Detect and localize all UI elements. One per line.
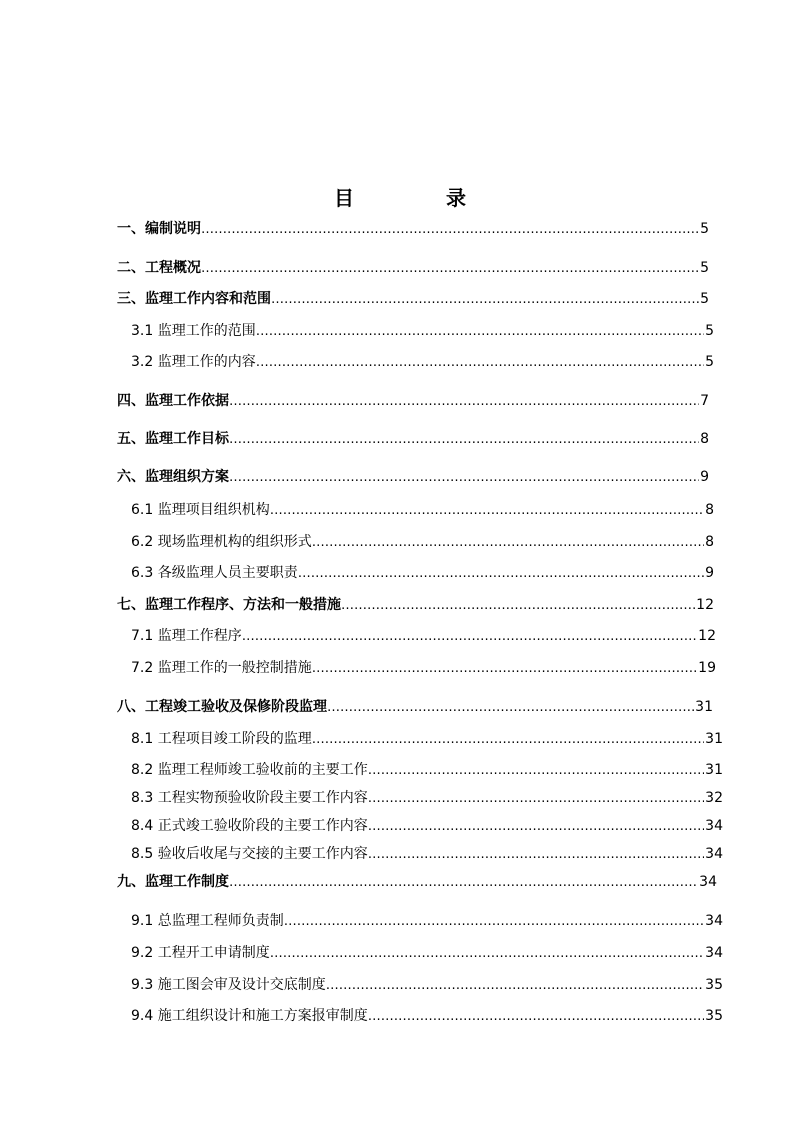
toc-entry-2[interactable] [117,258,709,278]
toc-entry-page: 34 [705,846,723,862]
toc-entry-page: 34 [699,874,717,890]
page-title: 目 录 [334,186,502,210]
toc-entry-label: 一、编制说明 [117,221,201,237]
toc-entry-8-3[interactable] [131,788,723,808]
toc-leader [229,468,699,488]
toc-entry-8-5[interactable] [131,844,723,864]
toc-entry-3-2[interactable] [131,352,714,372]
toc-entry-page: 34 [705,913,723,929]
toc-entry-label: 8.4 正式竣工验收阶段的主要工作内容 [131,818,368,834]
toc-entry-label: 8.1 工程项目竣工阶段的监理 [131,731,312,747]
toc-leader [326,976,704,996]
toc-leader [229,430,699,450]
toc-leader [201,259,699,279]
toc-entry-label: 七、监理工作程序、方法和一般措施 [117,597,341,613]
toc-entry-page: 34 [705,818,723,834]
toc-leader [256,353,704,373]
toc-leader [298,564,704,584]
toc-entry-label: 四、监理工作依据 [117,393,229,409]
toc-entry-8-4[interactable] [131,816,723,836]
toc-leader [271,290,699,310]
toc-entry-label: 6.3 各级监理人员主要职责 [131,565,298,581]
toc-entry-6-2[interactable] [131,532,714,552]
toc-entry-page: 31 [705,731,723,747]
toc-entry-page: 31 [695,699,713,715]
toc-leader [201,220,699,240]
toc-entry-label: 6.2 现场监理机构的组织形式 [131,534,312,550]
toc-entry-label: 7.1 监理工作程序 [131,628,242,644]
toc-entry-page: 12 [698,628,716,644]
toc-entry-page: 32 [705,790,723,806]
toc-entry-page: 19 [698,660,716,676]
toc-entry-page: 35 [705,1008,723,1024]
toc-leader [327,698,694,718]
toc-entry-3-1[interactable] [131,321,714,341]
toc-leader [284,912,704,932]
toc-entry-page: 8 [705,502,714,518]
toc-entry-8-1[interactable] [131,729,723,749]
toc-entry-label: 3.2 监理工作的内容 [131,354,256,370]
toc-entry-page: 5 [700,291,709,307]
toc-entry-label: 7.2 监理工作的一般控制措施 [131,660,312,676]
toc-entry-4[interactable] [117,391,709,411]
toc-entry-page: 31 [705,762,723,778]
toc-entry-label: 8.5 验收后收尾与交接的主要工作内容 [131,846,368,862]
toc-entry-9-2[interactable] [131,943,723,963]
toc-entry-label: 三、监理工作内容和范围 [117,291,271,307]
toc-entry-label: 六、监理组织方案 [117,469,229,485]
toc-entry-9-3[interactable] [131,975,723,995]
toc-entry-7-1[interactable] [131,626,716,646]
toc-entry-label: 6.1 监理项目组织机构 [131,502,270,518]
toc-leader [368,789,704,809]
toc-entry-page: 35 [705,977,723,993]
toc-entry-label: 九、监理工作制度 [117,874,229,890]
toc-leader [368,817,704,837]
toc-entry-8-2[interactable] [131,760,723,780]
toc-entry-page: 8 [700,431,709,447]
toc-entry-8[interactable] [117,697,713,717]
toc-leader [229,873,698,893]
toc-entry-6-1[interactable] [131,500,714,520]
toc-entry-label: 9.2 工程开工申请制度 [131,945,270,961]
toc-leader [341,596,695,616]
toc-leader [270,501,704,521]
toc-entry-6[interactable] [117,467,709,487]
toc-entry-page: 5 [705,323,714,339]
toc-entry-6-3[interactable] [131,563,714,583]
toc-entry-page: 12 [696,597,714,613]
toc-leader [368,1007,704,1027]
toc-entry-1[interactable] [117,219,709,239]
toc-leader [368,845,704,865]
toc-leader [229,392,699,412]
toc-entry-7[interactable] [117,595,714,615]
toc-entry-7-2[interactable] [131,658,716,678]
toc-entry-label: 二、工程概况 [117,260,201,276]
toc-leader [312,533,704,553]
toc-entry-page: 5 [705,354,714,370]
toc-entry-label: 五、监理工作目标 [117,431,229,447]
toc-leader [256,322,704,342]
toc-entry-page: 7 [700,393,709,409]
toc-entry-9-4[interactable] [131,1006,723,1026]
toc-entry-page: 9 [700,469,709,485]
toc-entry-page: 9 [705,565,714,581]
toc-entry-label: 9.1 总监理工程师负责制 [131,913,284,929]
toc-entry-page: 34 [705,945,723,961]
toc-entry-label: 八、工程竣工验收及保修阶段监理 [117,699,327,715]
toc-entry-label: 3.1 监理工作的范围 [131,323,256,339]
toc-entry-9-1[interactable] [131,911,723,931]
toc-leader [368,761,704,781]
toc-leader [312,730,704,750]
toc-entry-page: 8 [705,534,714,550]
toc-leader [242,627,697,647]
toc-entry-label: 9.4 施工组织设计和施工方案报审制度 [131,1008,368,1024]
toc-entry-page: 5 [700,221,709,237]
toc-entry-5[interactable] [117,429,709,449]
toc-entry-label: 8.3 工程实物预验收阶段主要工作内容 [131,790,368,806]
toc-leader [270,944,704,964]
toc-entry-label: 8.2 监理工程师竣工验收前的主要工作 [131,762,368,778]
toc-leader [312,659,697,679]
toc-entry-9[interactable] [117,872,717,892]
toc-entry-label: 9.3 施工图会审及设计交底制度 [131,977,326,993]
toc-entry-page: 5 [700,260,709,276]
toc-entry-3[interactable] [117,289,709,309]
